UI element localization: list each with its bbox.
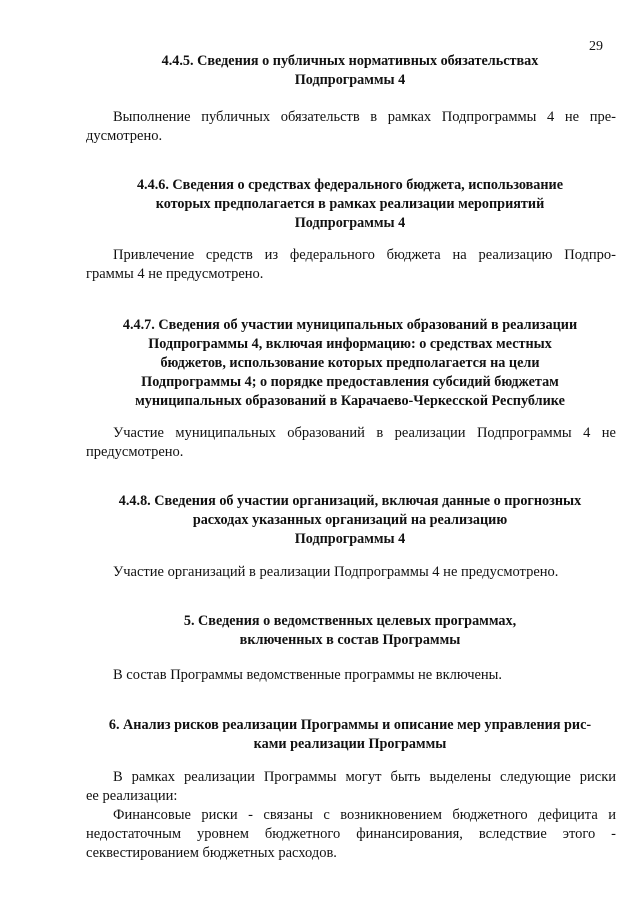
heading-line: включенных в состав Программы — [239, 632, 461, 648]
section-5-heading — [86, 612, 614, 650]
heading-line: которых предполагается в рамках реализации мероприятий — [155, 196, 545, 212]
section-6-heading — [86, 716, 614, 754]
heading-line: расходах указанных организаций на реализацию — [192, 512, 508, 528]
heading-line: Подпрограммы 4 — [294, 215, 406, 231]
text-line: предусмотрено. — [86, 444, 184, 460]
text-line: дусмотрено. — [86, 128, 163, 144]
text-line: Участие организаций в реализации Подпрограммы 4 не предусмотрено. — [113, 564, 559, 580]
section-5-text — [86, 666, 616, 685]
text-line: Участие муниципальных образований в реализации Подпрограммы 4 не — [113, 425, 616, 441]
heading-line: муниципальных образований в Карачаево-Черкесской Республике — [135, 393, 565, 409]
text-line: ее реализации: — [86, 788, 178, 804]
heading-line: 4.4.6. Сведения о средствах федерального бюджета, использование — [136, 177, 564, 193]
heading-line: 5. Сведения о ведомственных целевых программах, — [183, 613, 517, 629]
heading-line: 4.4.5. Сведения о публичных нормативных обязательствах — [161, 53, 539, 69]
text-line: недостаточным уровнем бюджетного финансирования, вследствие этого - — [86, 826, 616, 842]
section-4-4-6-heading — [86, 176, 614, 233]
section-4-4-8-text — [86, 563, 616, 582]
section-4-4-5-text — [86, 108, 616, 146]
text-line: В состав Программы ведомственные программы не включены. — [113, 667, 503, 683]
section-4-4-6-text — [86, 246, 616, 284]
heading-line: Подпрограммы 4; о порядке предоставления субсидий бюджетам — [141, 374, 559, 390]
section-4-4-5-heading — [86, 52, 614, 90]
heading-line: Подпрограммы 4 — [294, 72, 406, 88]
text-line: секвестированием бюджетных расходов. — [86, 845, 337, 861]
heading-line: 6. Анализ рисков реализации Программы и описание мер управления рис- — [108, 717, 592, 733]
heading-line: Подпрограммы 4 — [294, 531, 406, 547]
section-4-4-7-heading — [86, 316, 614, 411]
section-4-4-7-text — [86, 424, 616, 462]
page-number: 29 — [589, 39, 603, 54]
heading-line: бюджетов, использование которых предполагается на цели — [160, 355, 540, 371]
heading-line: ками реализации Программы — [253, 736, 447, 752]
section-6-text-1 — [86, 768, 616, 806]
heading-line: Подпрограммы 4, включая информацию: о средствах местных — [148, 336, 552, 352]
heading-line: 4.4.8. Сведения об участии организаций, включая данные о прогнозных — [118, 493, 582, 509]
section-4-4-8-heading — [86, 492, 614, 549]
section-6-text-2 — [86, 806, 616, 863]
text-line: граммы 4 не предусмотрено. — [86, 266, 264, 282]
text-line: В рамках реализации Программы могут быть выделены следующие риски — [113, 769, 616, 785]
text-line: Выполнение публичных обязательств в рамках Подпрограммы 4 не пре- — [113, 109, 616, 125]
heading-line: 4.4.7. Сведения об участии муниципальных образований в реализации — [122, 317, 578, 333]
text-line: Привлечение средств из федерального бюджета на реализацию Подпро- — [113, 247, 616, 263]
text-line: Финансовые риски - связаны с возникновением бюджетного дефицита и — [113, 807, 616, 823]
